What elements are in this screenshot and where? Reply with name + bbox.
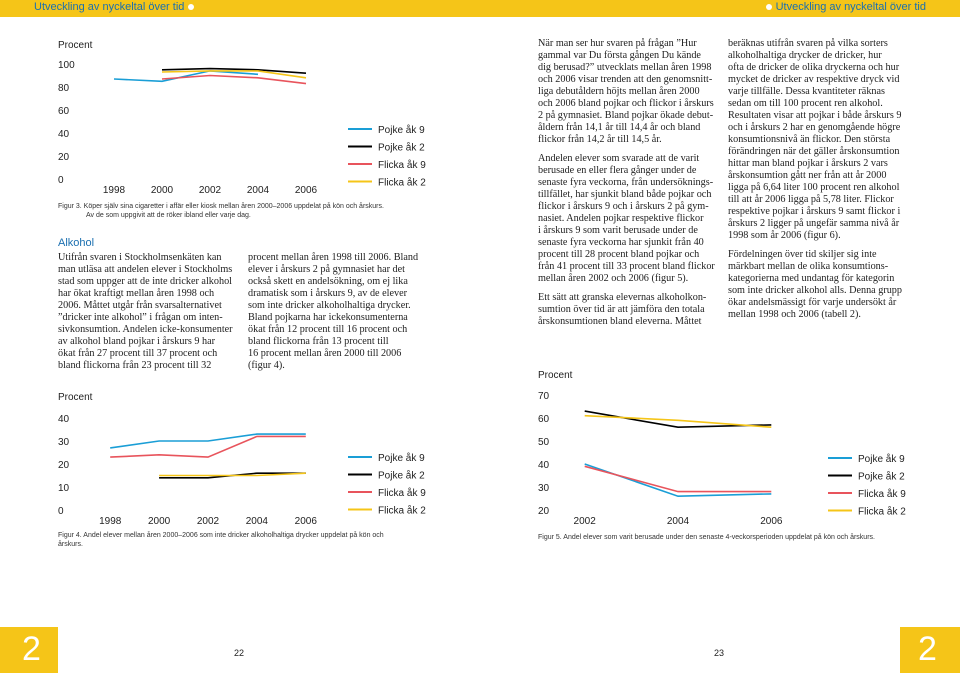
- x-tick-label: 2006: [294, 185, 318, 196]
- series-line-flicka-ak9: [585, 466, 772, 491]
- text-line: från 41 procent till 33 procent bland flickor: [538, 261, 715, 272]
- y-tick-label: 20: [538, 506, 550, 517]
- paragraph: [728, 249, 918, 321]
- figure-3-caption: Figur 3. Köper själv sina cigaretter i affär eller kiosk mellan åren 2000–2006 uppdelat på kön och årskurs. Av de som uppgivit att de röker ibland eller varje dag.: [58, 203, 384, 219]
- text-line: Fördelningen över tid skiljer sig inte: [728, 249, 877, 260]
- text-line: och 2006 bland pojkar och flickor i årskurs: [538, 98, 714, 109]
- legend-label: Pojke åk 2: [858, 471, 905, 483]
- x-tick-label: 2000: [147, 516, 171, 527]
- x-tick-label: 2002: [573, 516, 596, 527]
- text-line: till att år 2006 ligga på 5,78 liter. Flickor: [728, 194, 894, 205]
- text-line: senaste fyra veckorna har sjunkit från 40: [538, 237, 704, 248]
- text-line: förändringen när det gäller årskonsumtion: [728, 146, 900, 157]
- text-line: Andelen elever som svarade att de varit: [538, 153, 700, 164]
- paragraph: [538, 153, 724, 285]
- y-tick-label: 80: [58, 83, 70, 94]
- text-line: bland flickorna från 23 procent till 32: [58, 360, 212, 371]
- text-line: När man ser hur svaren på frågan ”Hur: [538, 38, 697, 49]
- y-tick-label: 50: [538, 437, 550, 448]
- right-text-column-2: [728, 38, 918, 328]
- paragraph: [58, 252, 243, 372]
- y-tick-label: 40: [58, 414, 70, 425]
- y-tick-label: 60: [58, 106, 70, 117]
- text-line: kategorierna med undantag för kategorin: [728, 273, 895, 284]
- text-line: bland flickorna från 13 procent till: [248, 336, 389, 347]
- paragraph: [248, 252, 433, 372]
- text-line: mellan 1998 och 2006 (tabell 2).: [728, 309, 861, 320]
- text-line: 2006. Måttet utgår från svarsalternativet: [58, 300, 222, 311]
- header-title-left: Utveckling av nyckeltal över tid: [34, 1, 198, 13]
- bullet-icon: [766, 4, 772, 10]
- x-tick-label: 1998: [99, 516, 122, 527]
- text-line: liga debutåldern höjts mellan åren 2000: [538, 86, 700, 97]
- text-line: också skett en andelsökning, om ej lika: [248, 276, 408, 287]
- text-line: ökar andelsmässigt för varje undersökt år: [728, 297, 897, 308]
- text-line: som inte dricker alkohol alls. Denna grupp: [728, 285, 902, 296]
- text-line: stad som uppger att de inte dricker alkohol: [58, 276, 232, 287]
- y-tick-label: 100: [58, 60, 75, 71]
- text-line: Ett sätt att granska elevernas alkoholkon-: [538, 292, 707, 303]
- page-number-right: 23: [714, 648, 725, 658]
- text-line: sedan om till 100 procent ren alkohol.: [728, 98, 883, 109]
- text-line: i årskurs 9 som varit berusade under de: [538, 225, 698, 236]
- y-tick-label: 0: [58, 506, 64, 517]
- left-text-column-2: [248, 252, 433, 372]
- text-line: 16 procent mellan åren 2000 till 2006: [248, 348, 402, 359]
- figure-5-chart: [530, 362, 930, 532]
- y-tick-label: 70: [538, 391, 550, 402]
- text-line: av alkohol bland pojkar i årskurs 9 har: [58, 336, 216, 347]
- legend-label: Flicka åk 9: [378, 160, 426, 171]
- text-line: (figur 4).: [248, 360, 285, 371]
- series-line-flicka-ak9: [162, 76, 306, 84]
- text-line: procent mellan åren 1998 till 2006. Bland: [248, 252, 419, 263]
- legend-label: Flicka åk 9: [378, 488, 426, 499]
- header-bar-left: [0, 0, 480, 17]
- text-line: Utifrån svaren i Stockholmsenkäten kan: [58, 252, 222, 263]
- text-line: dramatisk som i årskurs 9, av de elever: [248, 288, 407, 299]
- legend-label: Pojke åk 9: [858, 454, 905, 465]
- text-line: årskurs 2 ligger på ungefär samma nivå år: [728, 218, 900, 229]
- text-line: som inte dricker alkoholhaltiga drycker.: [248, 300, 411, 311]
- text-line: mycket de dricker av respektive dryck vid: [728, 74, 900, 85]
- text-line: procent till 28 procent bland pojkar och: [538, 249, 700, 260]
- y-tick-label: 40: [538, 460, 550, 471]
- text-line: märkbart mellan de olika konsumtions-: [728, 261, 889, 272]
- x-tick-label: 2006: [294, 516, 317, 527]
- text-line: elever i årskurs 2 på gymnasiet har det: [248, 264, 406, 275]
- text-line: alkoholhaltiga drycker de dricker, hur: [728, 50, 882, 61]
- section-number-left: 2: [22, 630, 41, 668]
- figure-4-chart: [50, 388, 450, 528]
- legend-label: Pojke åk 9: [378, 125, 425, 136]
- x-tick-label: 2002: [198, 185, 222, 196]
- text-line: berusade en eller flera gånger under de: [538, 165, 697, 176]
- series-line-flicka-ak2: [159, 473, 306, 475]
- text-line: ligga på 6,64 liter 100 procent ren alkohol: [728, 182, 900, 193]
- text-line: beräknas utifrån svaren på vilka sorters: [728, 38, 888, 49]
- y-tick-label: 20: [58, 152, 70, 163]
- x-tick-label: 2004: [246, 185, 270, 196]
- paragraph: [538, 292, 724, 328]
- text-line: flickor i årskurs 9 och i årskurs 2 på gym-: [538, 201, 709, 212]
- text-line: dig berusad?” utvecklats mellan åren 1998: [538, 62, 712, 73]
- header-bar-right: [480, 0, 960, 17]
- text-line: hittar man bland pojkar i årskurs 2 vars: [728, 158, 888, 169]
- paragraph: [728, 38, 918, 242]
- text-line: Resultaten visar att pojkar i både årskurs 9: [728, 110, 902, 121]
- x-tick-label: 2000: [150, 185, 174, 196]
- y-tick-label: 20: [58, 460, 70, 471]
- text-line: man utläsa att andelen elever i Stockholms: [58, 264, 233, 275]
- text-line: och 2006 visar trenden att den genomsnitt-: [538, 74, 713, 85]
- text-line: ökat från 27 procent till 37 procent och: [58, 348, 218, 359]
- y-tick-label: 60: [538, 414, 550, 425]
- x-tick-label: 2004: [245, 516, 269, 527]
- text-line: senaste fyra veckorna, från undersöknings-: [538, 177, 714, 188]
- legend-label: Flicka åk 9: [858, 489, 906, 500]
- legend-label: Pojke åk 2: [378, 142, 425, 154]
- text-line: årskonsumtionen bland eleverna. Måttet: [538, 316, 702, 327]
- legend-label: Flicka åk 2: [858, 506, 906, 518]
- y-axis-title: Procent: [538, 370, 573, 381]
- text-line: mellan åren 2002 och 2006 (figur 5).: [538, 273, 689, 284]
- y-tick-label: 0: [58, 175, 64, 186]
- text-line: sumtion över tid är att jämföra den totala: [538, 304, 705, 315]
- text-line: åldern från 14,1 år till 14,4 år och bland: [538, 122, 701, 133]
- text-line: ”dricker inte alkohol” i frågan om inten-: [58, 312, 223, 323]
- text-line: sivkonsumtion. Andelen icke-konsumenter: [58, 324, 233, 335]
- series-line-flicka-ak9: [110, 436, 306, 457]
- paragraph: [538, 38, 724, 146]
- y-tick-label: 30: [58, 437, 70, 448]
- figure-3-chart: [50, 36, 450, 202]
- right-text-column-1: [538, 38, 724, 335]
- left-text-column-1: [58, 237, 243, 372]
- text-line: tillfället, har sjunkit bland både pojkar och: [538, 189, 712, 200]
- y-axis-title: Procent: [58, 392, 93, 403]
- text-line: ökat från 12 procent till 16 procent och: [248, 324, 408, 335]
- series-line-flicka-ak2: [585, 416, 772, 428]
- legend-label: Flicka åk 2: [378, 505, 426, 517]
- figure-4-caption: Figur 4. Andel elever mellan åren 2000–2006 som inte dricker alkoholhaltiga drycker uppdelat på kön och årskurs.: [58, 532, 384, 548]
- text-line: respektive pojkar i årskurs 9 samt flickor i: [728, 206, 901, 217]
- text-line: flickor från 14,2 år till 14,5 år.: [538, 134, 662, 145]
- x-tick-label: 2002: [196, 516, 220, 527]
- y-tick-label: 40: [58, 129, 70, 140]
- section-heading: Alkohol: [58, 237, 95, 249]
- figure-5-caption: Figur 5. Andel elever som varit berusade under den senaste 4-veckorsperioden uppdelat på kön och årskurs.: [538, 534, 875, 541]
- section-number-right: 2: [918, 630, 937, 668]
- legend-label: Flicka åk 2: [378, 177, 426, 189]
- text-line: årskonsumtion gått ner från att år 2000: [728, 170, 887, 181]
- page-number-left: 22: [234, 648, 245, 658]
- text-line: konsumtionsnivå än flickor. Den största: [728, 134, 891, 145]
- y-tick-label: 30: [538, 483, 550, 494]
- text-line: nasiet. Andelen pojkar respektive flickor: [538, 213, 704, 224]
- text-line: gammal var Du första gången Du kände: [538, 50, 701, 61]
- footer-white-area: [58, 627, 900, 673]
- text-line: 2 på gymnasiet. Bland pojkar ökade debut-: [538, 110, 714, 121]
- y-axis-title: Procent: [58, 40, 93, 51]
- text-line: ofta de dricker de olika dryckerna och hur: [728, 62, 900, 73]
- y-tick-label: 10: [58, 483, 70, 494]
- text-line: Bland pojkarna har ickekonsumenterna: [248, 312, 408, 323]
- x-tick-label: 1998: [102, 185, 126, 196]
- legend-label: Pojke åk 9: [378, 453, 425, 464]
- text-line: varje tillfälle. Dessa kvantiteter räknas: [728, 86, 885, 97]
- text-line: har ökat kraftigt mellan åren 1998 och: [58, 288, 215, 299]
- x-tick-label: 2004: [666, 516, 690, 527]
- legend-label: Pojke åk 2: [378, 470, 425, 482]
- bullet-icon: [188, 4, 194, 10]
- x-tick-label: 2006: [760, 516, 783, 527]
- header-title-right: Utveckling av nyckeltal över tid: [762, 1, 926, 13]
- text-line: 1998 som år 2006 (figur 6).: [728, 230, 841, 241]
- text-line: och i årskurs 2 har en genomgående högre: [728, 122, 901, 133]
